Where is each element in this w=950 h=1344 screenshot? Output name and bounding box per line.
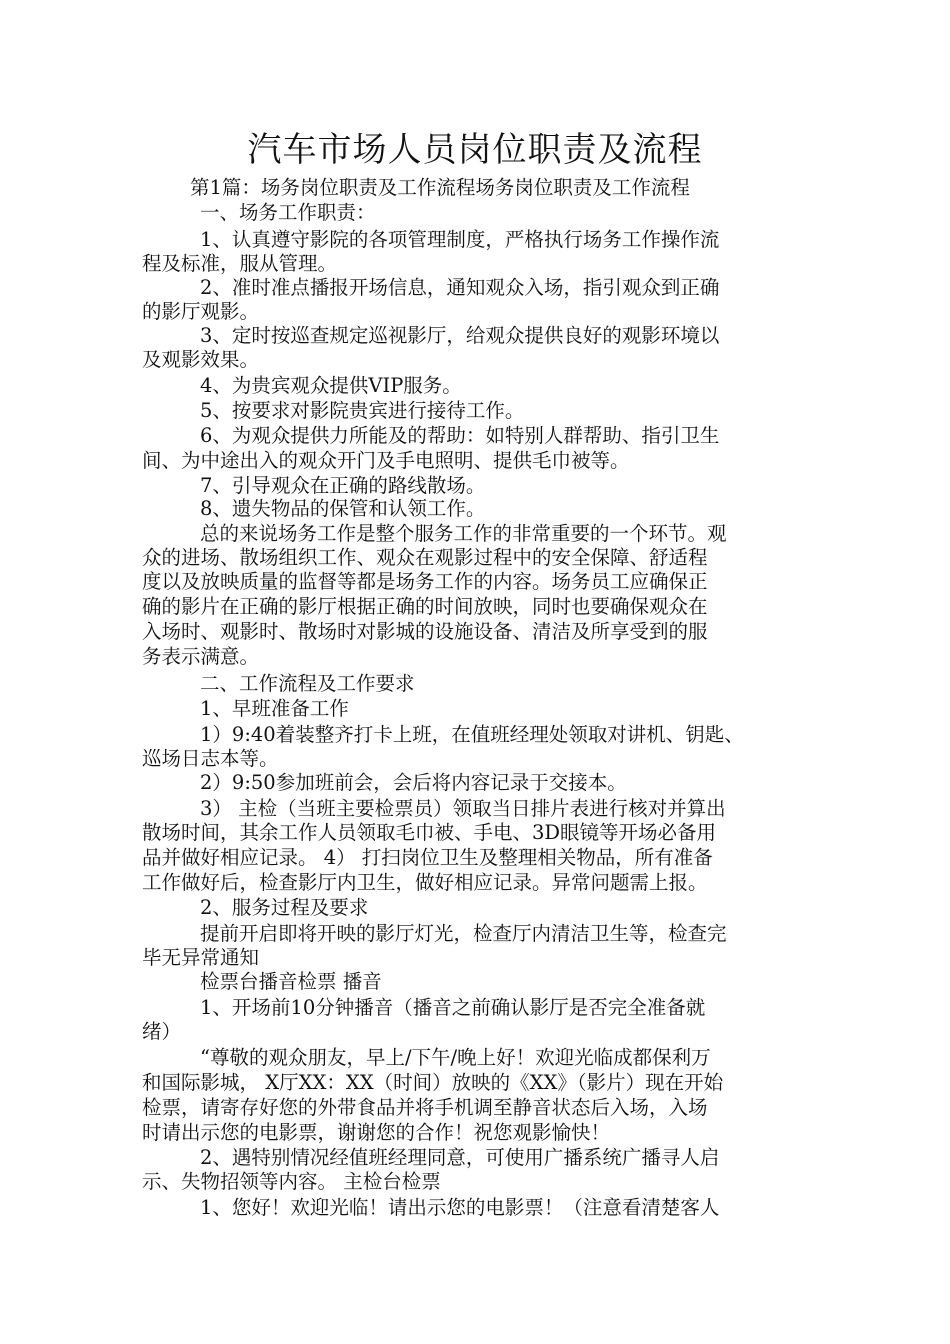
text-line: 二、工作流程及工作要求 [200,672,415,695]
text-line: 确的影片在正确的影厅根据正确的时间放映，同时也要确保观众在 [142,595,708,618]
text-line: 3、定时按巡查规定巡视影厅，给观众提供良好的观影环境以 [200,324,720,347]
text-line: 1、早班准备工作 [200,697,349,720]
text-line: 7、引导观众在正确的路线散场。 [200,474,486,497]
text-line: 8、遗失物品的保管和认领工作。 [200,497,486,520]
document-title: 汽车市场人员岗位职责及流程 [247,130,703,170]
text-line: 6、为观众提供力所能及的帮助：如特别人群帮助、指引卫生 [200,424,720,447]
text-line: 众的进场、散场组织工作、观众在观影过程中的安全保障、舒适程 [142,546,708,569]
text-line: 2、服务过程及要求 [200,896,369,919]
text-line: “尊敬的观众朋友，早上/下午/晚上好！欢迎光临成都保利万 [200,1046,711,1069]
text-line: 时请出示您的电影票，谢谢您的合作！祝您观影愉快！ [142,1121,611,1144]
text-line: 及观影效果。 [142,348,260,371]
text-line: 3） 主检（当班主要检票员）领取当日排片表进行核对并算出 [200,797,726,820]
text-line: 程及标准，服从管理。 [142,252,338,275]
text-line: 散场时间，其余工作人员领取毛巾被、手电、3D眼镜等开场必备用 [142,821,717,844]
text-line: 检票，请寄存好您的外带食品并将手机调至静音状态后入场，入场 [142,1096,708,1119]
text-line: 工作做好后，检查影厅内卫生，做好相应记录。异常问题需上报。 [142,871,708,894]
text-line: 务表示满意。 [142,645,260,668]
text-line: 2）9:50参加班前会，会后将内容记录于交接本。 [200,771,627,794]
text-line: 1、您好！欢迎光临！请出示您的电影票！（注意看清楚客人 [200,1196,720,1219]
text-line: 2、准时准点播报开场信息，通知观众入场，指引观众到正确 [200,276,720,299]
text-line: 1、认真遵守影院的各项管理制度，严格执行场务工作操作流 [200,228,720,251]
text-line: 总的来说场务工作是整个服务工作的非常重要的一个环节。观 [200,522,727,545]
text-line: 1、开场前10分钟播音（播音之前确认影厅是否完全准备就 [200,996,706,1019]
text-line: 1）9:40着装整齐打卡上班，在值班经理处领取对讲机、钥匙、 [200,723,744,746]
text-line: 5、按要求对影院贵宾进行接待工作。 [200,399,525,422]
text-line: 提前开启即将开映的影厅灯光，检查厅内清洁卫生等，检查完 [200,922,727,945]
text-line: 第1篇：场务岗位职责及工作流程场务岗位职责及工作流程 [190,176,690,199]
text-line: 巡场日志本等。 [142,747,279,770]
text-line: 的影厅观影。 [142,300,260,323]
text-line: 品并做好相应记录。 4） 打扫岗位卫生及整理相关物品，所有准备 [142,846,713,869]
text-line: 和国际影城， X厅XX：XX（时间）放映的《XX》（影片）现在开始 [142,1071,724,1094]
text-line: 绪） [142,1020,182,1043]
text-line: 检票台播音检票 播音 [200,970,382,993]
text-line: 间、为中途出入的观众开门及手电照明、提供毛巾被等。 [142,449,630,472]
text-line: 毕无异常通知 [142,946,260,969]
text-line: 度以及放映质量的监督等都是场务工作的内容。场务员工应确保正 [142,570,708,593]
text-line: 示、失物招领等内容。 主检台检票 [142,1170,441,1193]
text-line: 入场时、观影时、散场时对影城的设施设备、清洁及所享受到的服 [142,620,708,643]
text-line: 2、遇特别情况经值班经理同意，可使用广播系统广播寻人启 [200,1146,720,1169]
text-line: 4、为贵宾观众提供VIP服务。 [200,374,462,397]
text-line: 一、场务工作职责： [200,201,376,224]
